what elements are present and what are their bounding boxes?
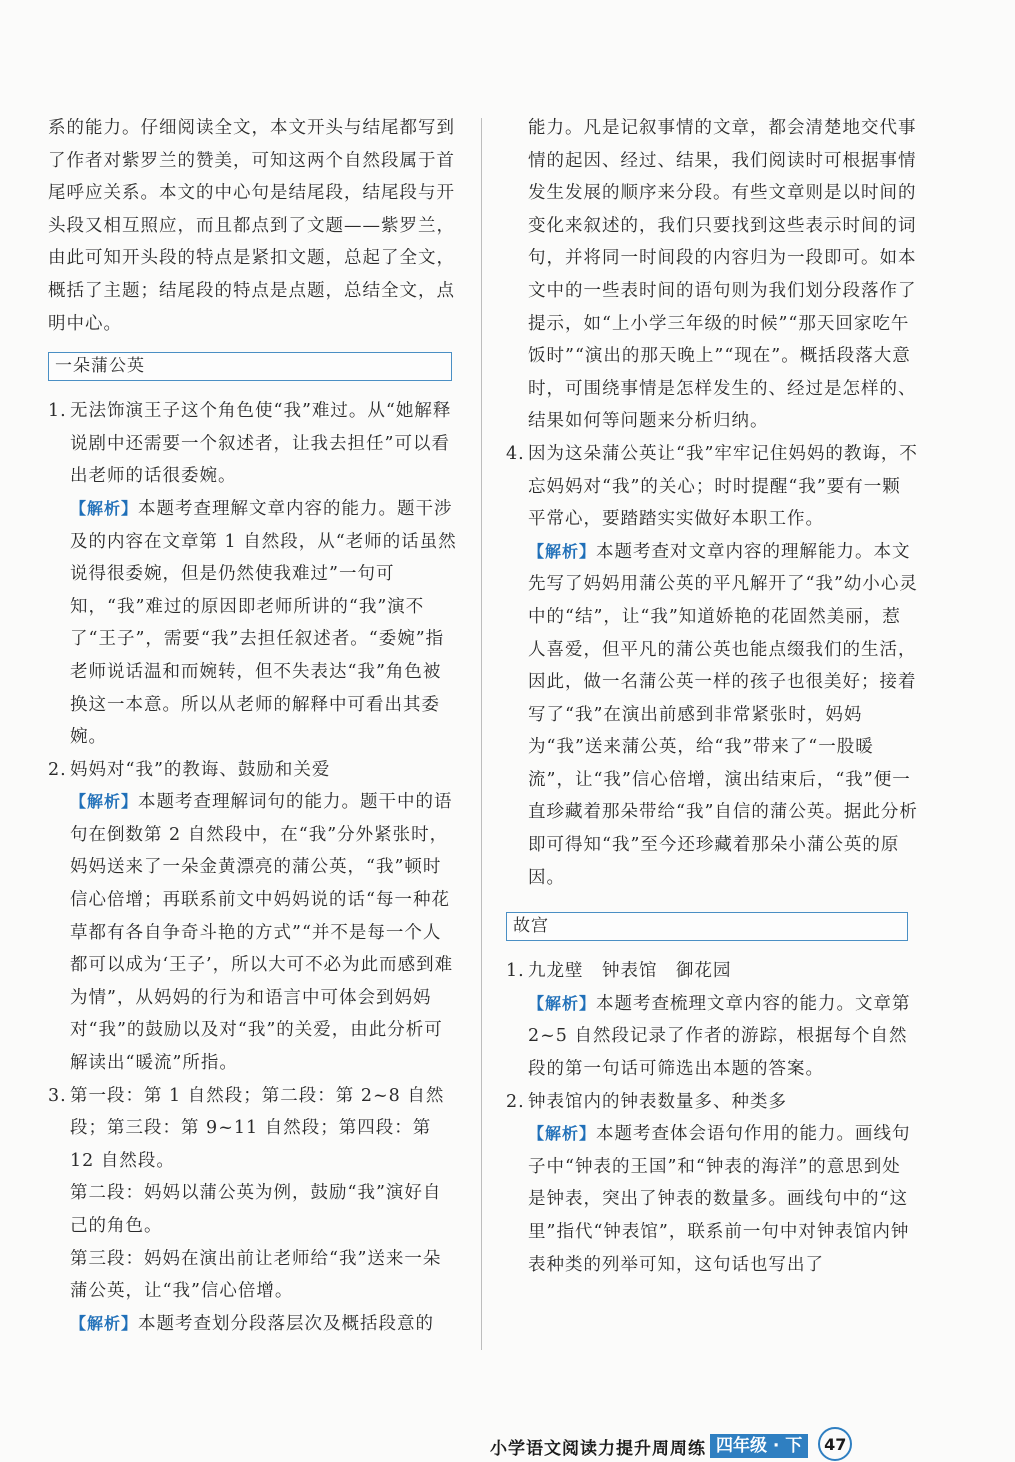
question-2 (48, 754, 458, 787)
question-number: 2. (506, 1091, 525, 1112)
analysis-4 (506, 536, 918, 895)
answer-text: 因为这朵蒲公英让“我”牢牢记住妈妈的教诲，不忘妈妈对“我”的关心；时时提醒“我”要有一颗平常心，要踏踏实实做好本职工作。 (528, 443, 918, 530)
analysis-3-continued: 能力。凡是记叙事情的文章，都会清楚地交代事情的起因、经过、结果，我们阅读时可根据事情发生发展的顺序来分段。有些文章则是以时间的变化来叙述的，我们只要找到这些表示时间的词句，并将同一时间段的内容归为一段即可。如本文中的一些表时间的语句则为我们划分段落作了提示，如“上小学三年级的时候”“那天回家吃午饭时”“演出的那天晚上”“现在”。概括段落大意时，可围绕事情是怎样发生的、经过是怎样的、结果如何等问题来分析归纳。 (528, 118, 917, 432)
column-divider (481, 118, 482, 1350)
analysis-2 (48, 786, 458, 1079)
analysis-text: 本题考查体会语句作用的能力。画线句子中“钟表的王国”和“钟表的海洋”的意思到处是钟表，突出了钟表的数量多。画线句中的“这里”指代“钟表馆”，联系前一句中对钟表馆内钟表种类的列举可知，这句话也写出了 (528, 1124, 911, 1275)
analysis-tag: 【解析】 (70, 1313, 139, 1333)
analysis-tag: 【解析】 (528, 993, 597, 1013)
section-title-dandelion: 一朵蒲公英 (48, 352, 452, 381)
palace-analysis-1 (506, 988, 918, 1086)
question-4 (506, 438, 918, 536)
page-footer (490, 1434, 852, 1458)
analysis-text: 本题考查理解文章内容的能力。题干涉及的内容在文章第 1 自然段，从“老师的话虽然说得很委婉，但是仍然使我难过”一句可知，“我”难过的原因即老师所讲的“我”演不了“王子”，需要“我”去担任叙述者。“委婉”指老师说话温和而婉转，但不失表达“我”角色被换这一本意。所以从老师的解释中可看出其委婉。 (70, 498, 457, 748)
question-number: 4. (506, 443, 525, 464)
answer-text: 钟表馆内的钟表数量多、种类多 (528, 1091, 787, 1112)
question-number: 1. (48, 401, 67, 422)
analysis-text: 本题考查梳理文章内容的能力。文章第 2~5 自然段记录了作者的游踪，根据每个自然段的第一句话可筛选出本题的答案。 (528, 993, 911, 1080)
answer-text: 第一段：第 1 自然段；第二段：第 2~8 自然段；第三段：第 9~11 自然段；第四段：第 12 自然段。 (70, 1085, 445, 1171)
palace-analysis-2 (506, 1118, 918, 1281)
question-number: 1. (506, 961, 525, 982)
intro-paragraph: 系的能力。仔细阅读全文，本文开头与结尾都写到了作者对紫罗兰的赞美，可知这两个自然段属于首尾呼应关系。本文的中心句是结尾段，结尾段与开头段又相互照应，而且都点到了文题——紫罗兰，由此可知开头段的特点是紧扣文题，总起了全文，概括了主题；结尾段的特点是点题，总结全文，点明中心。 (48, 118, 455, 334)
analysis-text: 本题考查理解词句的能力。题干中的语句在倒数第 2 自然段中，在“我”分外紧张时，妈妈送来了一朵金黄漂亮的蒲公英，“我”顿时信心倍增；再联系前文中妈妈说的话“每一种花草都有各自争奇斗艳的方式”“并不是每一个人都可以成为‘王子’，所以大可不必为此而感到难为情”，从妈妈的行为和语言中可体会到妈妈对“我”的鼓励以及对“我”的关爱，由此分析可解读出“暖流”所指。 (70, 792, 454, 1074)
answer-text: 无法饰演王子这个角色使“我”难过。从“她解释说剧中还需要一个叙述者，让我去担任”可以看出老师的话很委婉。 (70, 401, 452, 487)
analysis-tag: 【解析】 (528, 1124, 597, 1144)
right-column (506, 112, 918, 1281)
left-column (48, 112, 458, 1340)
analysis-1 (48, 493, 458, 754)
answer-3b: 第二段：妈妈以蒲公英为例，鼓励“我”演好自己的角色。 (70, 1183, 442, 1236)
question-number: 3. (48, 1085, 67, 1106)
grade-badge: 四年级 · 下 (710, 1434, 808, 1458)
page-number: 47 (818, 1427, 852, 1461)
palace-question-2 (506, 1086, 918, 1119)
question-1 (48, 395, 458, 493)
answer-3c: 第三段：妈妈在演出前让老师给“我”送来一朵蒲公英，让“我”信心倍增。 (70, 1248, 442, 1302)
analysis-text: 本题考查划分段落层次及概括段意的 (138, 1313, 435, 1334)
analysis-tag: 【解析】 (528, 541, 597, 561)
analysis-text: 本题考查对文章内容的理解能力。本文先写了妈妈用蒲公英的平凡解开了“我”幼小心灵中的“结”，让“我”知道娇艳的花固然美丽，惹人喜爱，但平凡的蒲公英也能点缀我们的生活，因此，做一名蒲公英一样的孩子也很美好；接着写了“我”在演出前感到非常紧张时，妈妈为“我”送来蒲公英，给“我”带来了“一股暖流”，让“我”信心倍增，演出结束后，“我”便一直珍藏着那朵带给“我”自信的蒲公英。据此分析即可得知“我”至今还珍藏着那朵小蒲公英的原因。 (528, 541, 918, 888)
analysis-tag: 【解析】 (70, 792, 139, 812)
analysis-3 (48, 1308, 458, 1341)
book-title: 小学语文阅读力提升周周练 (490, 1438, 706, 1459)
palace-question-1 (506, 955, 918, 988)
question-number: 2. (48, 759, 67, 780)
answer-text: 九龙壁 钟表馆 御花园 (528, 961, 732, 982)
section-title-palace: 故宫 (506, 912, 908, 941)
analysis-tag: 【解析】 (70, 498, 139, 518)
question-3 (48, 1080, 458, 1178)
answer-text: 妈妈对“我”的教诲、鼓励和关爱 (70, 759, 331, 780)
